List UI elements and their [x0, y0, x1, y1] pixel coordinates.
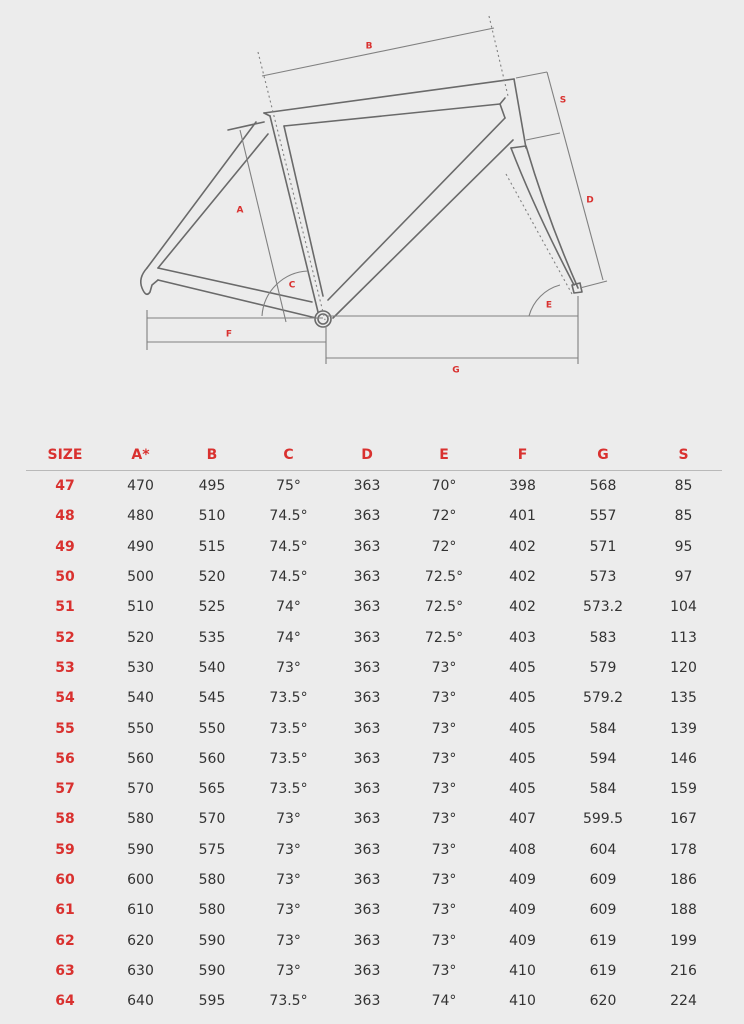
- label-a: A: [236, 205, 244, 216]
- table-cell: 619: [589, 932, 617, 949]
- table-cell: 540: [127, 690, 154, 707]
- table-cell: 73°: [431, 720, 457, 737]
- column-header-s: S: [645, 440, 722, 471]
- column-header-c: C: [247, 440, 330, 471]
- down-tube: [328, 118, 505, 300]
- table-cell: 405: [509, 659, 536, 676]
- table-row: [26, 744, 722, 774]
- table-cell: 363: [353, 569, 381, 586]
- table-cell: 73°: [276, 962, 301, 979]
- table-cell: 159: [670, 781, 697, 798]
- table-cell: 73°: [431, 902, 457, 919]
- size-cell: 61: [55, 902, 75, 919]
- table-cell: 571: [589, 538, 617, 555]
- table-cell: 73.5°: [269, 993, 308, 1010]
- table-cell: 495: [198, 478, 226, 495]
- size-cell: 47: [55, 478, 75, 495]
- table-cell: 510: [127, 599, 154, 616]
- size-cell: 62: [55, 932, 75, 949]
- table-cell: 73.5°: [269, 781, 308, 798]
- table-cell: 570: [198, 811, 226, 828]
- table-cell: 363: [353, 629, 381, 646]
- table-cell: 73°: [276, 932, 301, 949]
- table-cell: 570: [127, 781, 154, 798]
- top-tube: [264, 79, 514, 113]
- table-cell: 363: [353, 750, 381, 767]
- table-cell: 405: [509, 690, 536, 707]
- table-row: [26, 471, 722, 502]
- table-cell: 550: [198, 720, 226, 737]
- table-cell: 113: [670, 629, 697, 646]
- table-cell: 565: [198, 781, 226, 798]
- table-cell: 407: [509, 811, 536, 828]
- table-header-row: [26, 440, 722, 471]
- table-cell: 590: [127, 841, 154, 858]
- table-cell: 363: [353, 538, 381, 555]
- table-cell: 72.5°: [424, 569, 464, 586]
- table-cell: 139: [670, 720, 697, 737]
- column-header-d: D: [330, 440, 404, 471]
- table-row: [26, 653, 722, 683]
- table-cell: 72.5°: [424, 629, 464, 646]
- table-cell: 178: [670, 841, 697, 858]
- size-cell: 56: [55, 750, 75, 767]
- table-cell: 199: [670, 932, 697, 949]
- table-cell: 410: [509, 962, 536, 979]
- table-cell: 74.5°: [269, 538, 308, 555]
- table-cell: 583: [589, 629, 617, 646]
- table-cell: 216: [670, 962, 697, 979]
- size-cell: 60: [55, 872, 75, 888]
- table-cell: 73°: [431, 962, 457, 979]
- dimension-lines: [147, 16, 607, 364]
- table-cell: 599.5: [582, 811, 624, 828]
- table-cell: 520: [127, 629, 154, 646]
- column-header-a: A*: [104, 440, 177, 471]
- label-g: G: [452, 365, 460, 376]
- table-cell: 188: [670, 902, 697, 919]
- table-cell: 85: [674, 508, 693, 525]
- table-cell: 97: [674, 569, 693, 586]
- table-cell: 580: [198, 872, 226, 888]
- table-cell: 363: [353, 932, 381, 949]
- table-row: [26, 956, 722, 986]
- table-cell: 85: [674, 478, 693, 495]
- column-header-b: B: [177, 440, 247, 471]
- table-cell: 73°: [431, 811, 457, 828]
- size-cell: 51: [55, 599, 75, 616]
- table-cell: 74.5°: [269, 508, 308, 525]
- table-cell: 620: [589, 993, 617, 1010]
- table-cell: 72°: [431, 508, 457, 525]
- table-cell: 540: [198, 659, 226, 676]
- table-cell: 510: [198, 508, 226, 525]
- table-cell: 409: [509, 872, 536, 888]
- table-cell: 480: [127, 508, 154, 525]
- table-cell: 73.5°: [269, 690, 308, 707]
- table-cell: 72.5°: [424, 599, 464, 616]
- table-cell: 490: [127, 538, 154, 555]
- size-cell: 64: [55, 993, 75, 1010]
- table-cell: 525: [198, 599, 226, 616]
- table-cell: 167: [670, 811, 697, 828]
- table-cell: 560: [198, 750, 226, 767]
- rear-dropout: [141, 268, 158, 294]
- table-cell: 573: [589, 569, 617, 586]
- size-cell: 57: [55, 781, 75, 798]
- column-header-f: F: [484, 440, 561, 471]
- table-row: [26, 592, 722, 622]
- table-cell: 520: [198, 569, 226, 586]
- size-cell: 53: [55, 659, 75, 676]
- label-b: B: [365, 41, 373, 52]
- table-cell: 470: [127, 478, 154, 495]
- size-cell: 49: [55, 538, 75, 555]
- size-cell: 63: [55, 962, 75, 979]
- table-cell: 73°: [276, 902, 301, 919]
- size-cell: 59: [55, 841, 75, 858]
- column-header-size: SIZE: [26, 440, 104, 471]
- table-cell: 535: [198, 629, 226, 646]
- table-row: [26, 986, 722, 1016]
- table-cell: 363: [353, 690, 381, 707]
- table-cell: 545: [198, 690, 226, 707]
- table-cell: 73°: [431, 841, 457, 858]
- table-cell: 590: [198, 962, 226, 979]
- table-cell: 620: [127, 932, 154, 949]
- table-cell: 405: [509, 781, 536, 798]
- table-cell: 363: [353, 872, 381, 888]
- table-cell: 630: [127, 962, 154, 979]
- bike-frame: [141, 79, 582, 327]
- table-body: [26, 471, 722, 1017]
- table-cell: 515: [198, 538, 226, 555]
- table-row: [26, 622, 722, 652]
- table-cell: 560: [127, 750, 154, 767]
- table-cell: 363: [353, 478, 381, 495]
- table-cell: 224: [670, 993, 697, 1010]
- table-cell: 575: [198, 841, 226, 858]
- table-cell: 74°: [276, 599, 301, 616]
- table-row: [26, 804, 722, 834]
- table-cell: 120: [670, 659, 697, 676]
- table-row: [26, 835, 722, 865]
- table-row: [26, 683, 722, 713]
- table-row: [26, 895, 722, 925]
- table-cell: 500: [127, 569, 154, 586]
- table-cell: 409: [509, 932, 536, 949]
- table-row: [26, 501, 722, 531]
- table-cell: 74.5°: [269, 569, 308, 586]
- table-cell: 135: [670, 690, 697, 707]
- table-cell: 609: [589, 872, 617, 888]
- table-cell: 363: [353, 720, 381, 737]
- table-cell: 73.5°: [269, 750, 308, 767]
- table-cell: 410: [509, 993, 536, 1010]
- table-cell: 405: [509, 750, 536, 767]
- table-cell: 405: [509, 720, 536, 737]
- table-cell: 186: [670, 872, 697, 888]
- table-row: [26, 774, 722, 804]
- table-cell: 363: [353, 781, 381, 798]
- table-cell: 403: [509, 629, 536, 646]
- table-cell: 73°: [431, 659, 457, 676]
- table-cell: 74°: [431, 993, 457, 1010]
- table-cell: 73°: [431, 750, 457, 767]
- table-cell: 363: [353, 599, 381, 616]
- table-row: [26, 713, 722, 743]
- column-header-g: G: [561, 440, 645, 471]
- table-cell: 363: [353, 902, 381, 919]
- table-row: [26, 532, 722, 562]
- table-cell: 580: [198, 902, 226, 919]
- table-cell: 590: [198, 932, 226, 949]
- size-cell: 55: [55, 720, 75, 737]
- table-cell: 594: [589, 750, 617, 767]
- table-cell: 73°: [276, 659, 301, 676]
- table-cell: 363: [353, 962, 381, 979]
- table-cell: 568: [589, 478, 617, 495]
- table-cell: 73.5°: [269, 720, 308, 737]
- label-c: C: [288, 280, 296, 291]
- label-e: E: [545, 300, 553, 311]
- table-cell: 402: [509, 538, 536, 555]
- table-cell: 74°: [276, 629, 301, 646]
- table-cell: 363: [353, 841, 381, 858]
- table-cell: 73°: [431, 690, 457, 707]
- column-header-e: E: [404, 440, 484, 471]
- table-cell: 75°: [276, 478, 301, 495]
- table-cell: 584: [589, 781, 617, 798]
- table-cell: 579: [589, 659, 617, 676]
- table-cell: 398: [509, 478, 536, 495]
- table-cell: 640: [127, 993, 154, 1010]
- table-cell: 72°: [431, 538, 457, 555]
- frame-geometry-diagram: [0, 0, 744, 400]
- table-cell: 363: [353, 508, 381, 525]
- table-cell: 73°: [431, 872, 457, 888]
- size-cell: 48: [55, 508, 75, 525]
- table-cell: 610: [127, 902, 154, 919]
- table-cell: 73°: [431, 932, 457, 949]
- table-cell: 604: [589, 841, 617, 858]
- geometry-table: [26, 440, 722, 1016]
- table-cell: 402: [509, 599, 536, 616]
- seat-stay: [158, 134, 268, 268]
- size-cell: 50: [55, 569, 75, 586]
- fork: [511, 146, 578, 288]
- table-cell: 363: [353, 993, 381, 1010]
- table-cell: 363: [353, 811, 381, 828]
- size-cell: 52: [55, 629, 75, 646]
- table-cell: 619: [589, 962, 617, 979]
- table-cell: 584: [589, 720, 617, 737]
- table-cell: 70°: [431, 478, 457, 495]
- table-cell: 363: [353, 659, 381, 676]
- table-cell: 73°: [276, 811, 301, 828]
- table-cell: 530: [127, 659, 154, 676]
- table-cell: 408: [509, 841, 536, 858]
- table-cell: 146: [670, 750, 697, 767]
- table-cell: 409: [509, 902, 536, 919]
- table-cell: 401: [509, 508, 536, 525]
- table-row: [26, 865, 722, 895]
- table-cell: 95: [674, 538, 693, 555]
- table-cell: 579.2: [582, 690, 624, 707]
- table-cell: 573.2: [582, 599, 624, 616]
- label-s: S: [559, 95, 567, 106]
- label-f: F: [225, 329, 233, 340]
- table-cell: 550: [127, 720, 154, 737]
- size-cell: 58: [55, 811, 75, 828]
- table-row: [26, 925, 722, 955]
- table-cell: 73°: [431, 781, 457, 798]
- size-cell: 54: [55, 690, 75, 707]
- table-cell: 73°: [276, 841, 301, 858]
- head-tube: [514, 79, 526, 148]
- table-cell: 600: [127, 872, 154, 888]
- table-row: [26, 562, 722, 592]
- table-cell: 609: [589, 902, 617, 919]
- table-cell: 557: [589, 508, 617, 525]
- table-cell: 402: [509, 569, 536, 586]
- table-cell: 580: [127, 811, 154, 828]
- table-cell: 104: [670, 599, 697, 616]
- table-cell: 595: [198, 993, 226, 1010]
- table-cell: 73°: [276, 872, 301, 888]
- label-d: D: [586, 195, 594, 206]
